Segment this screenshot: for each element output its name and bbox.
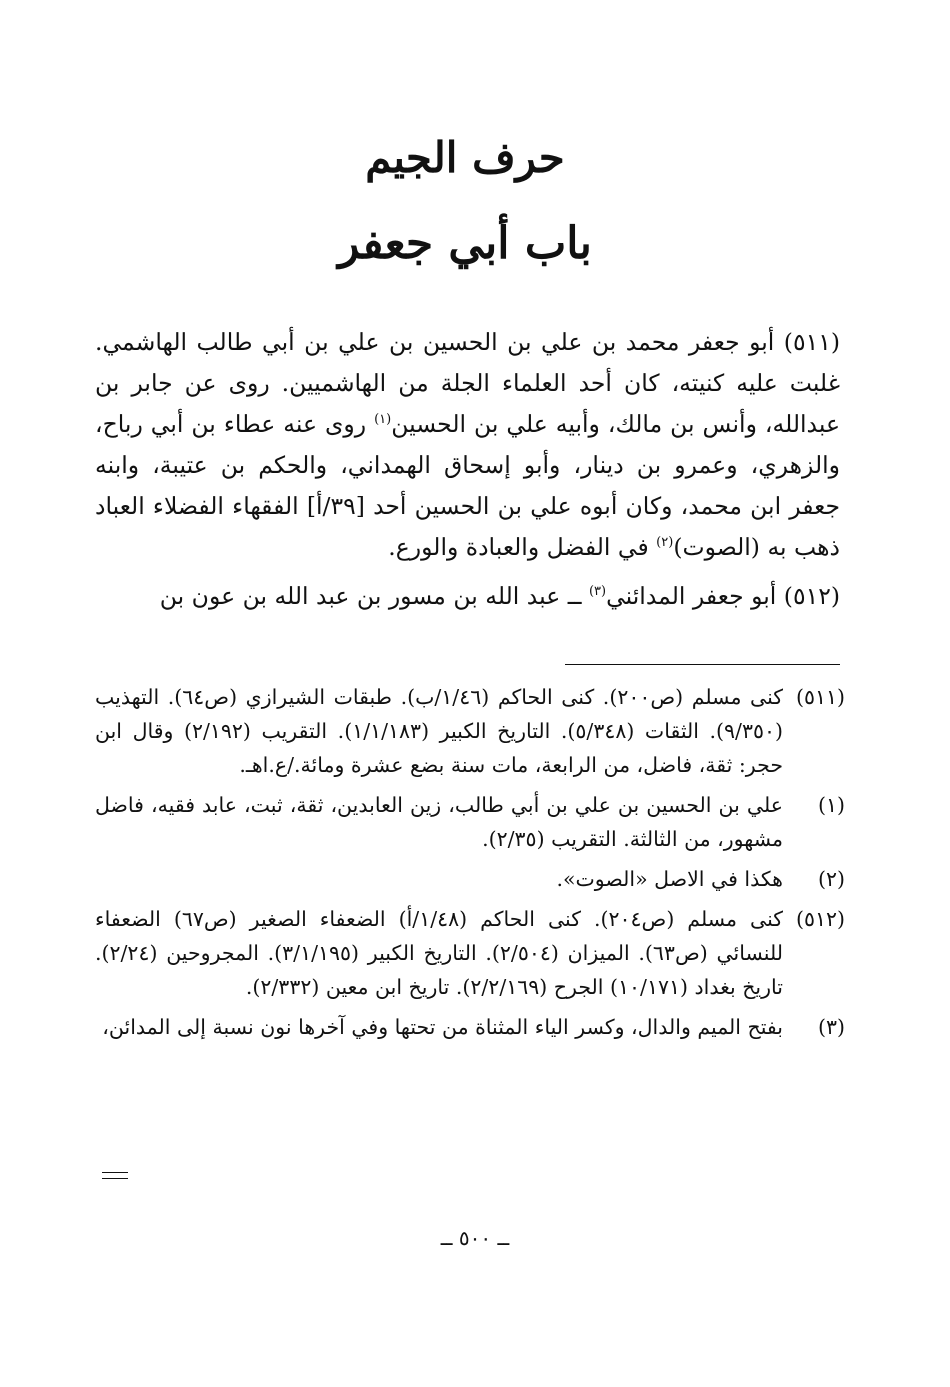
footnote — [95, 1010, 845, 1044]
footnote-text: هكذا في الاصل «الصوت». — [556, 867, 783, 891]
footnote — [95, 788, 845, 856]
entry-511-text-c: في الفضل والعبادة والورع. — [388, 533, 657, 561]
footnote-text: علي بن الحسين بن علي بن أبي طالب، زين العابدين، ثقة، ثبت، عابد فقيه، فاضل مشهور، من الثالثة. التقريب (٢/٣٥). — [95, 793, 783, 851]
footnote-number: (٥١١) — [795, 685, 845, 709]
footnote-ref-3: (٣) — [588, 584, 607, 599]
footnote-text: كنى مسلم (ص٢٠٤). كنى الحاكم (١/٤٨/أ) الضعفاء الصغير (ص٦٧) الضعفاء للنسائي (ص٦٣). الميزان (٢/٥٠٤). التاريخ الكبير (٣/١/١٩٥). المجروحين (٢/٢٤). تاريخ بغداد (١٠/١٧١) الجرح (٢/٢/١٦٩). تاريخ ابن معين (٢/٣٣٢). — [95, 907, 784, 999]
footnotes — [95, 680, 845, 1050]
footnote-number: (٥١٢) — [795, 907, 845, 931]
entry-511-text-b: روى عنه عطاء بن أبي رباح، والزهري، وعمرو بن دينار، وأبو إسحاق الهمداني، والحكم بن عتيبة، وابنه جعفر ابن محمد، وكان أبوه علي بن الحسين أحد [٣٩/أ] الفقهاء الفضلاء العباد ذهب به (الصوت) — [95, 410, 841, 561]
entry-511-text-a: (٥١١) أبو جعفر محمد بن علي بن الحسين بن علي بن أبي طالب الهاشمي. غلبت عليه كنيته، كان أحد العلماء الجلة من الهاشميين. روى عن جابر بن عبدالله، وأنس بن مالك، وأبيه علي بن الحسين — [95, 328, 840, 438]
footnote-ref-2: (٢) — [656, 535, 674, 550]
chapter-title: حرف الجيم — [365, 133, 565, 182]
footnote-number: (٣) — [817, 1015, 845, 1039]
entry-512-text-a: (٥١٢) أبو جعفر المدائني — [606, 582, 840, 610]
footnote-number: (٢) — [817, 867, 845, 891]
main-text — [95, 322, 840, 617]
footnote-ref-1: (١) — [374, 412, 392, 427]
footnote — [95, 902, 845, 1004]
entry-511 — [95, 322, 840, 568]
entry-512 — [95, 576, 840, 617]
footnote-text: كنى مسلم (ص٢٠٠). كنى الحاكم (١/٤٦/ب). طبقات الشيرازي (ص٦٤). التهذيب (٩/٣٥٠). الثقات (٥/٣٤٨). التاريخ الكبير (١/١/١٨٣). التقريب (٢/١٩٢) وقال ابن حجر: ثقة، فاضل، من الرابعة، مات سنة بضع عشرة ومائة./ع.اهـ. — [95, 685, 784, 777]
footnote — [95, 862, 845, 896]
footnote-text: بفتح الميم والدال، وكسر الياء المثناة من تحتها وفي آخرها نون نسبة إلى المدائن، — [102, 1015, 783, 1039]
continuation-mark — [102, 1172, 128, 1179]
page-number: ــ ٥٠٠ ــ — [440, 1226, 510, 1250]
section-title: باب أبي جعفر — [338, 218, 592, 269]
entry-512-text-b: ــ عبد الله بن مسور بن عبد الله بن عون بن — [159, 582, 589, 610]
footnote-separator — [565, 664, 840, 665]
footnote — [95, 680, 845, 782]
footnote-number: (١) — [817, 793, 845, 817]
